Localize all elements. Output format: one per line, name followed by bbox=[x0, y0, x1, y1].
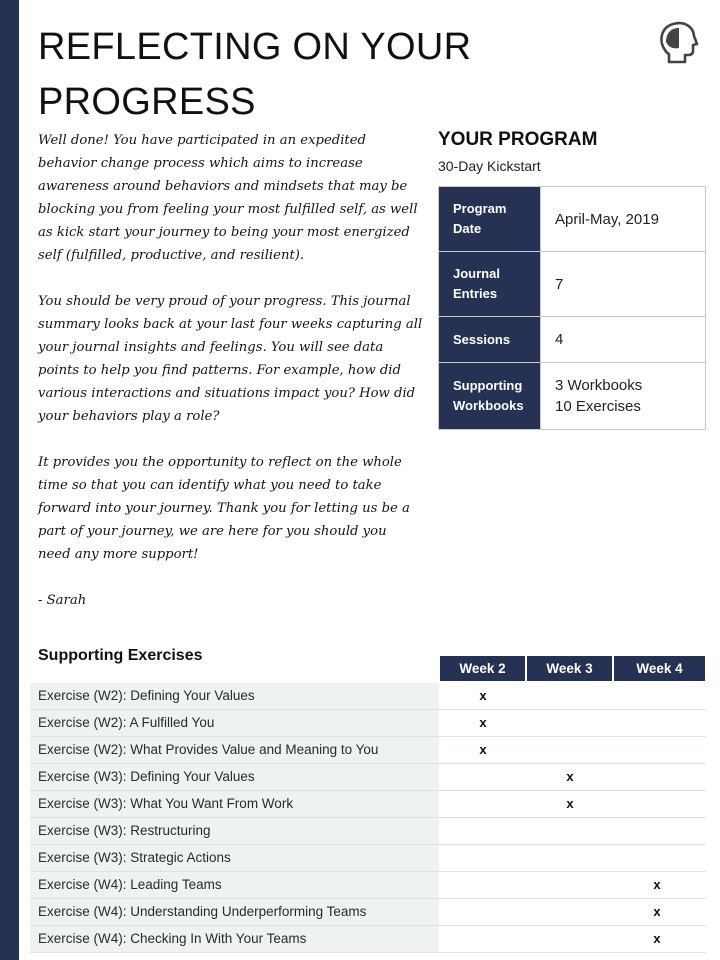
page-title: REFLECTING ON YOUR PROGRESS bbox=[38, 26, 472, 123]
exercise-row bbox=[30, 710, 706, 737]
program-row-workbooks bbox=[439, 363, 706, 430]
supporting-workbooks-value: 3 Workbooks 10 Exercises bbox=[541, 363, 706, 430]
week-4-mark: x bbox=[653, 931, 661, 946]
exercise-row bbox=[30, 737, 706, 764]
supporting-exercises-title: Supporting Exercises bbox=[38, 647, 203, 664]
program-row-sessions bbox=[439, 317, 706, 363]
exercise-name: Exercise (W3): What You Want From Work bbox=[30, 791, 439, 817]
exercise-name: Exercise (W2): Defining Your Values bbox=[30, 683, 439, 709]
week-4-mark: x bbox=[653, 877, 661, 892]
left-accent-bar bbox=[0, 0, 19, 960]
exercise-row bbox=[30, 818, 706, 845]
exercise-name: Exercise (W4): Understanding Underperforming Teams bbox=[30, 899, 439, 925]
program-title: YOUR PROGRAM bbox=[438, 129, 598, 150]
exercise-name: Exercise (W2): A Fulfilled You bbox=[30, 710, 439, 736]
exercise-row bbox=[30, 872, 706, 899]
week-4-header: Week 4 bbox=[614, 656, 705, 681]
week-3-header: Week 3 bbox=[527, 656, 612, 681]
week-4-mark: x bbox=[653, 904, 661, 919]
letter-paragraph-3: It provides you the opportunity to reflect on the whole time so that you can identify what you need to take forward into your journey. Thank you for letting us be a part of your journey, we are here for you should you need any more support! bbox=[38, 455, 410, 562]
exercise-name: Exercise (W3): Restructuring bbox=[30, 818, 439, 844]
journal-entries-label: Journal Entries bbox=[439, 252, 541, 317]
week-2-mark: x bbox=[479, 688, 487, 703]
exercise-row bbox=[30, 899, 706, 926]
exercise-row bbox=[30, 683, 706, 710]
program-date-label: Program Date bbox=[439, 187, 541, 252]
program-row-date bbox=[439, 187, 706, 252]
letter-paragraph-1: Well done! You have participated in an expedited behavior change process which aims to increase awareness around behaviors and mindsets that may be blocking you from feeling your most fulfilled self, as well as kick start your journey to being your most energized self (fulfilled, productive, and resilient). bbox=[38, 133, 418, 263]
program-date-value: April-May, 2019 bbox=[541, 187, 706, 252]
exercise-table bbox=[30, 683, 706, 953]
letter-signature: - Sarah bbox=[38, 593, 87, 608]
program-row-journal bbox=[439, 252, 706, 317]
exercise-row bbox=[30, 926, 706, 953]
journal-entries-value: 7 bbox=[541, 252, 706, 317]
sessions-label: Sessions bbox=[439, 317, 541, 363]
exercise-name: Exercise (W3): Defining Your Values bbox=[30, 764, 439, 790]
exercise-row bbox=[30, 764, 706, 791]
exercise-name: Exercise (W3): Strategic Actions bbox=[30, 845, 439, 871]
program-subtitle: 30-Day Kickstart bbox=[438, 158, 541, 174]
program-table bbox=[438, 186, 706, 430]
program-header bbox=[438, 129, 597, 175]
week-3-mark: x bbox=[566, 769, 574, 784]
week-2-mark: x bbox=[479, 715, 487, 730]
exercise-name: Exercise (W4): Leading Teams bbox=[30, 872, 439, 898]
week-header-row bbox=[440, 656, 705, 681]
week-2-header: Week 2 bbox=[440, 656, 525, 681]
exercise-name: Exercise (W2): What Provides Value and Meaning to You bbox=[30, 737, 439, 763]
exercise-row bbox=[30, 791, 706, 818]
supporting-workbooks-label: Supporting Workbooks bbox=[439, 363, 541, 430]
week-3-mark: x bbox=[566, 796, 574, 811]
sessions-value: 4 bbox=[541, 317, 706, 363]
week-2-mark: x bbox=[479, 742, 487, 757]
head-profile-icon bbox=[656, 20, 702, 66]
welcome-letter bbox=[38, 129, 423, 612]
exercise-name: Exercise (W4): Checking In With Your Teams bbox=[30, 926, 439, 952]
exercise-row bbox=[30, 845, 706, 872]
letter-paragraph-2: You should be very proud of your progress. This journal summary looks back at your last four weeks capturing all your journal insights and feelings. You will see data points to help you find patterns. For example, how did various interactions and situations impact you? How did your behaviors play a role? bbox=[38, 294, 423, 424]
